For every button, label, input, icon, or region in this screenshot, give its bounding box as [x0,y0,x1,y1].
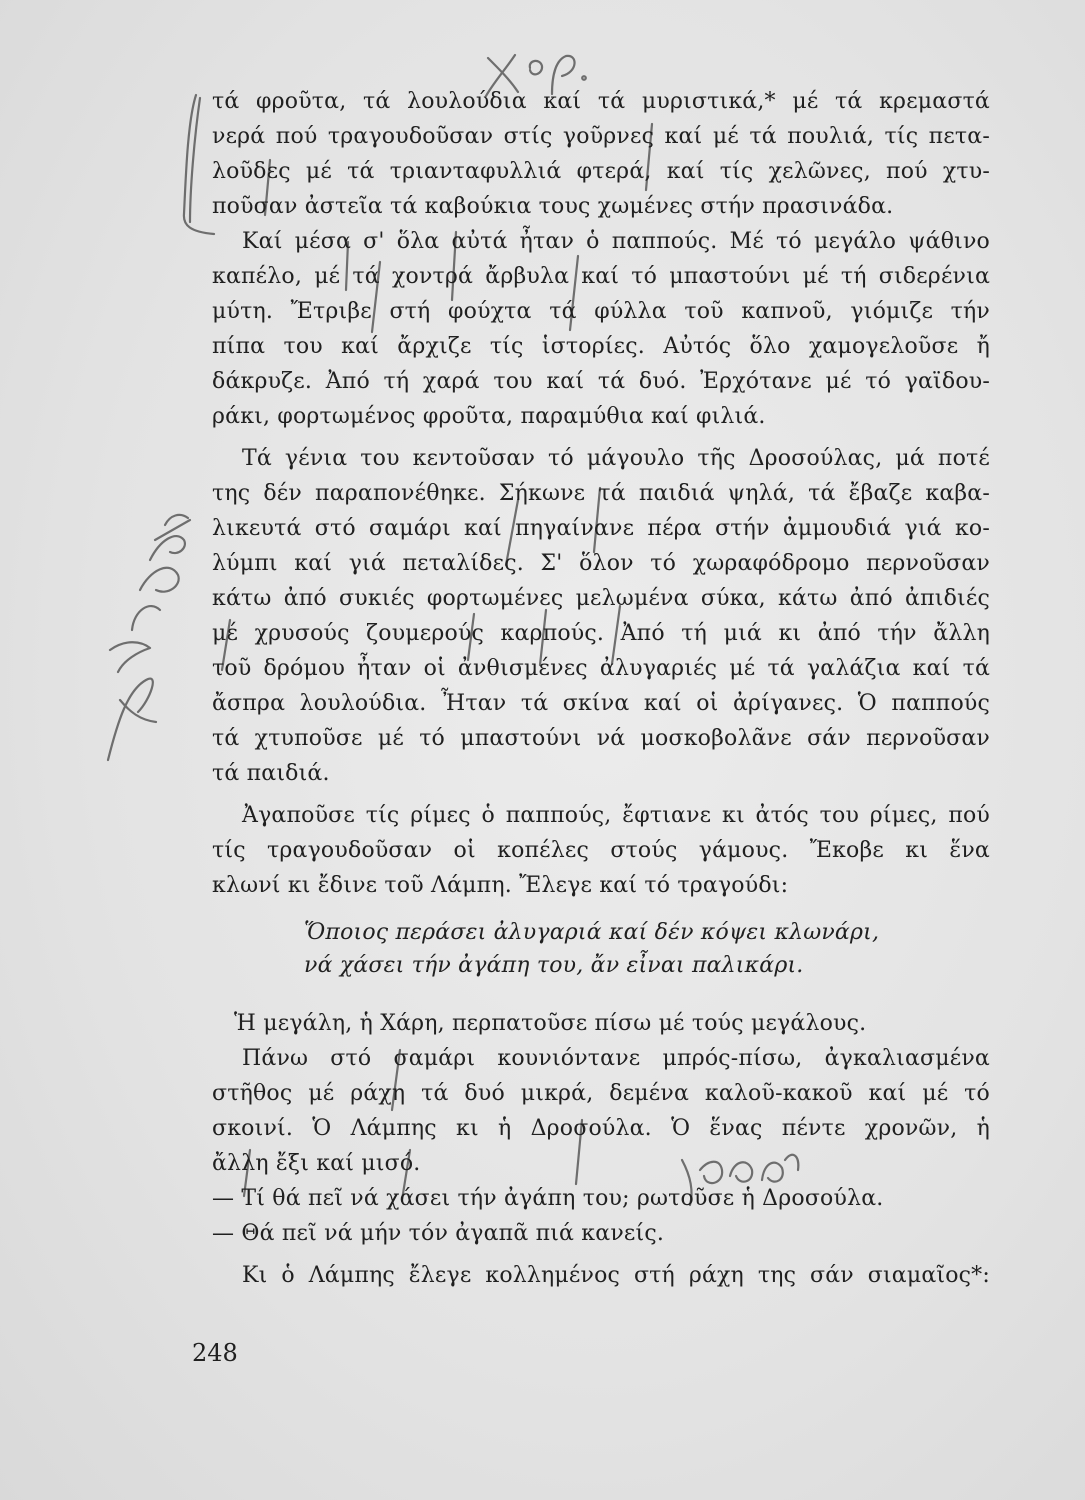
text-line: τοῦ δρόμου ἦταν οἱ ἀνθισμένες ἀλυγαριές μέ τά γαλάζια καί τά [212,656,990,681]
text-line: ράκι, φορτωμένος φροῦτα, παραμύθια καί φιλιά. [212,404,766,429]
text-line: τά χτυποῦσε μέ τό μπαστούνι νά μοσκοβολᾶνε σάν περνοῦσαν [212,726,990,751]
poem-line: Ὅποιος περάσει ἀλυγαριά καί δέν κόψει κλωνάρι, [304,920,880,945]
text-line: λύμπι καί γιά πεταλίδες. Σ' ὅλον τό χωραφόδρομο περνοῦσαν [212,551,990,576]
text-line: τίς τραγουδοῦσαν οἱ κοπέλες στούς γάμους. Ἔκοβε κι ἕνα [212,838,990,863]
text-line: Πάνω στό σαμάρι κουνιόντανε μπρός-πίσω, ἀγκαλιασμένα [242,1046,990,1071]
text-line: ποῦσαν ἀστεῖα τά καβούκια τους χωμένες στήν πρασινάδα. [212,194,894,219]
page-number: 248 [192,1339,238,1367]
margin-note-handwriting [108,515,190,760]
text-line: σκοινί. Ὁ Λάμπης κι ἡ Δροσούλα. Ὁ ἕνας πέντε χρονῶν, ἡ [212,1116,990,1141]
text-line: λικευτά στό σαμάρι καί πηγαίνανε πέρα στήν ἀμμουδιά γιά κο- [212,516,990,541]
text-line: της δέν παραπονέθηκε. Σήκωνε τά παιδιά ψηλά, τά ἔβαζε καβα- [212,481,990,506]
text-line: ἄλλη ἔξι καί μισό. [212,1151,421,1176]
poem-line: νά χάσει τήν ἀγάπη του, ἄν εἶναι παλικάρι. [304,953,804,978]
text-line: τά φροῦτα, τά λουλούδια καί τά μυριστικά,* μέ τά κρεμαστά [212,89,990,114]
text-line: νερά πού τραγουδοῦσαν στίς γοῦρνες καί μέ τά πουλιά, τίς πετα- [212,124,990,149]
dialogue-line: — Τί θά πεῖ νά χάσει τήν ἀγάπη του; ρωτοῦσε ἡ Δροσούλα. [212,1186,884,1211]
text-line: Ἀγαποῦσε τίς ρίμες ὁ παππούς, ἔφτιανε κι ἀτός του ρίμες, πού [242,803,990,828]
text-line: μέ χρυσούς ζουμερούς καρπούς. Ἀπό τή μιά κι ἀπό τήν ἄλλη [212,621,990,646]
text-line: μύτη. Ἔτριβε στή φούχτα τά φύλλα τοῦ καπνοῦ, γιόμιζε τήν [212,299,990,324]
text-line: καπέλο, μέ τά χοντρά ἄρβυλα καί τό μπαστούνι μέ τή σιδερένια [212,264,990,289]
text-line: δάκρυζε. Ἀπό τή χαρά του καί τά δυό. Ἐρχότανε μέ τό γαϊδου- [212,369,990,394]
text-line: Κι ὁ Λάμπης ἔλεγε κολλημένος στή ράχη της σάν σιαμαῖος*: [242,1263,990,1288]
text-line: Καί μέσα σ' ὅλα αὐτά ἦταν ὁ παππούς. Μέ τό μεγάλο ψάθινο [242,229,990,254]
text-line: στῆθος μέ ράχη τά δυό μικρά, δεμένα καλοῦ-κακοῦ καί μέ τό [212,1081,990,1106]
text-line: τά παιδιά. [212,761,330,786]
text-line: λοῦδες μέ τά τριανταφυλλιά φτερά, καί τίς χελῶνες, πού χτυ- [212,159,990,184]
text-line: ἄσπρα λουλούδια. Ἦταν τά σκίνα καί οἱ ἀρίγανες. Ὁ παππούς [212,691,990,716]
dialogue-line: — Θά πεῖ νά μήν τόν ἀγαπᾶ πιά κανείς. [212,1221,665,1246]
text-line: Τά γένια του κεντοῦσαν τό μάγουλο τῆς Δροσούλας, μά ποτέ [242,446,990,471]
margin-bracket-mark [184,95,214,234]
text-line: πίπα του καί ἄρχιζε τίς ἱστορίες. Αὐτός ὅλο χαμογελοῦσε ἤ [212,334,990,359]
text-line: κλωνί κι ἔδινε τοῦ Λάμπη. Ἔλεγε καί τό τραγούδι: [212,873,789,898]
text-line: κάτω ἀπό συκιές φορτωμένες μελωμένα σύκα, κάτω ἀπό ἀπιδιές [212,586,990,611]
text-line: Ἡ μεγάλη, ἡ Χάρη, περπατοῦσε πίσω μέ τούς μεγάλους. [234,1011,867,1036]
